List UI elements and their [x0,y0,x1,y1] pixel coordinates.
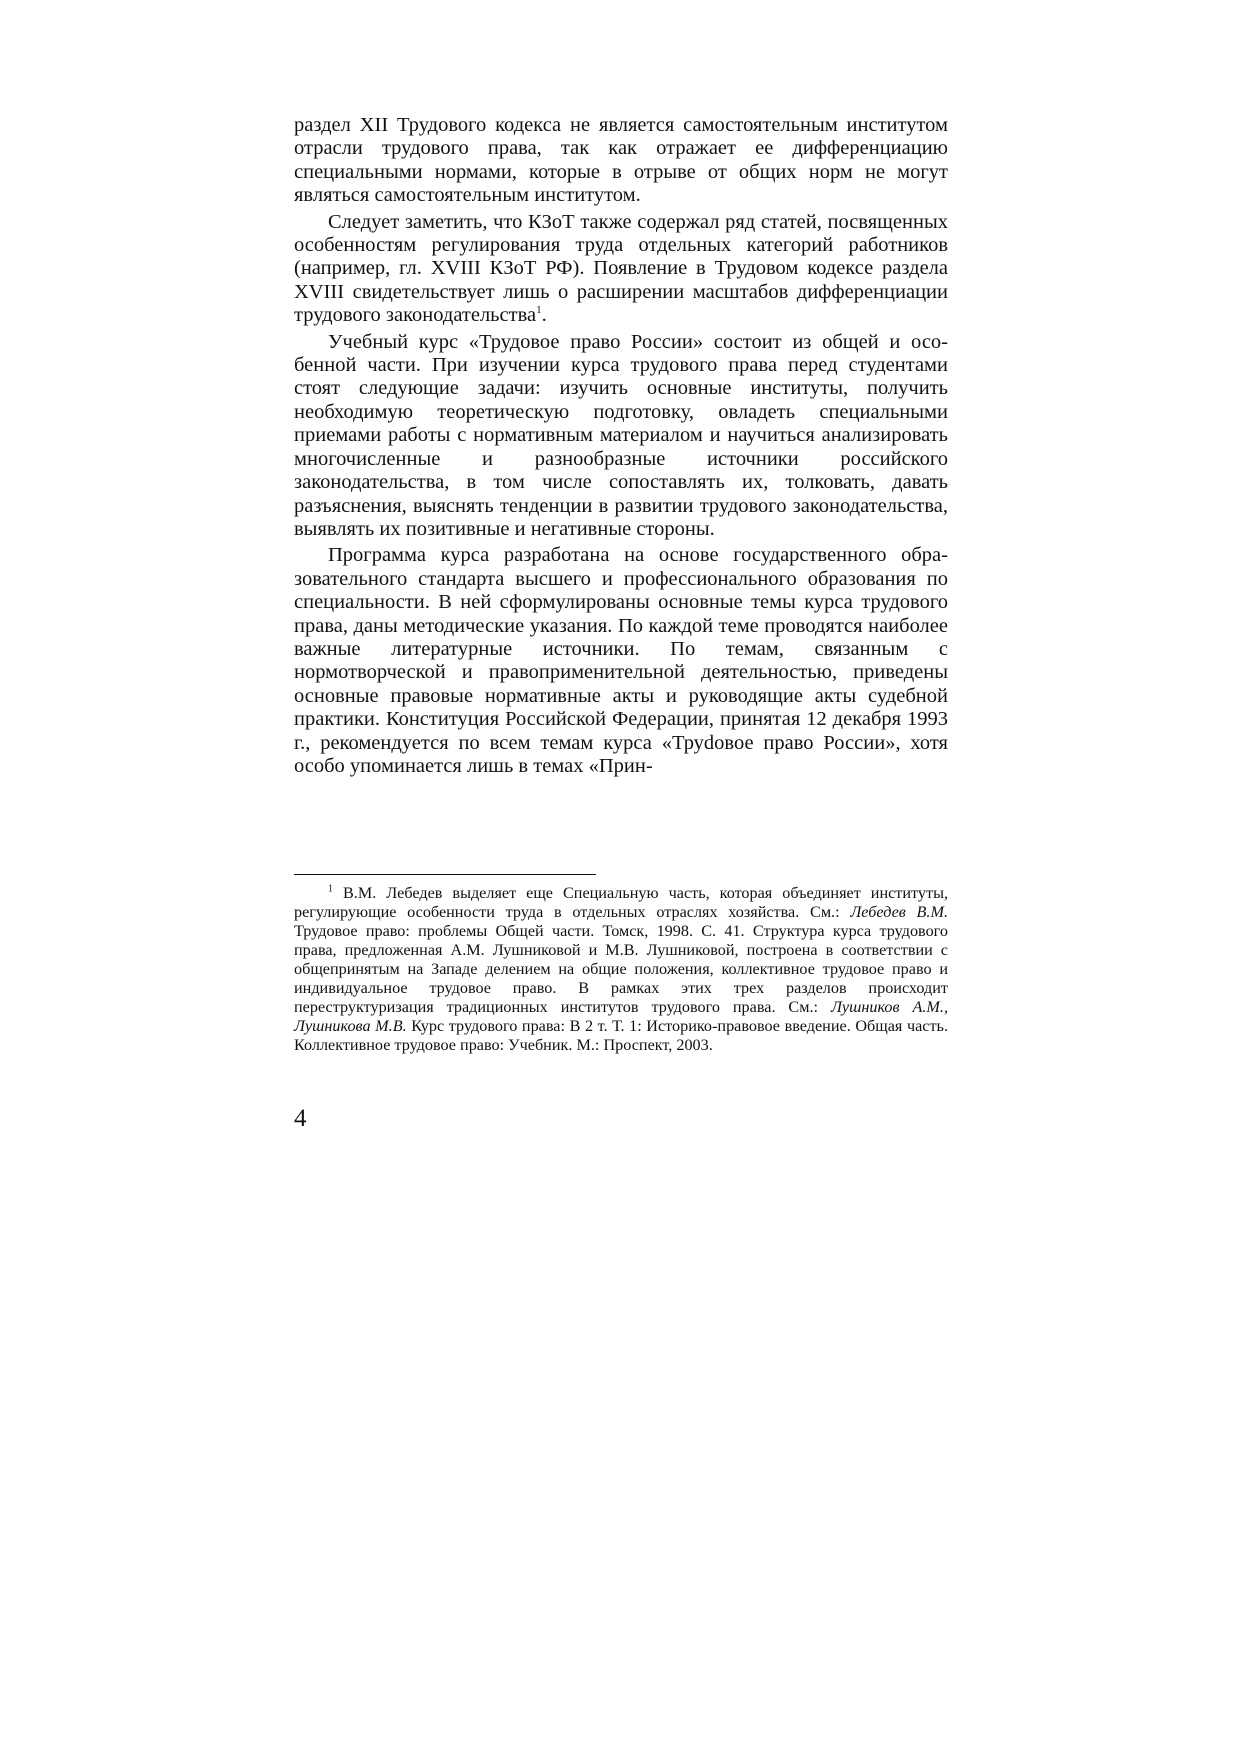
footnote-marker: 1 [328,883,333,895]
footnote-author-a: Лебедев В.М. [850,903,948,921]
footnote-separator [294,874,596,875]
page-body [294,114,948,778]
paragraph-2-end: . [541,304,547,327]
paragraph-2-text: Следует заметить, что КЗоТ также содержал ряд статей, посвященных особенностям регулирования труда отдельных категорий работников (например, гл. XVIII КЗоТ РФ). Появление в Трудовом кодексе раздела XVIII свидетельствует лишь о расширении масштабов дифференциации трудового законодательства [294,210,948,327]
main-text [294,114,948,778]
paragraph-2 [294,211,948,328]
footnote-text-c: Курс трудового права: В 2 т. Т. 1: Историко-правовое введение. Общая часть. Коллективное трудовое право: Учебник. М.: Проспект, 2003. [294,1017,948,1054]
paragraph-3: Учебный курс «Трудовое право России» состоит из общей и особенной части. При изучении курса трудового права перед студентами стоят следующие задачи: изучить основные институты, получить необходимую теоретическую подготовку, овладеть специальными приемами работы с нормативным материалом и научиться анализировать многочисленные и разнообразные источники российского законодательства, в том числе сопоставлять их, толковать, давать разъяснения, выяснять тенденции в развитии трудового законодательства, выявлять их позитивные и негативные стороны. [294,330,948,540]
footnote-reference[interactable]: 1 [536,304,542,317]
footnote [294,884,948,1055]
footnote-text-a: В.М. Лебедев выделяет еще Специальную часть, которая объединяет институты, регулирующие особенности труда в отдельных отраслях хозяйства. См.: [294,884,948,921]
paragraph-1: раздел XII Трудового кодекса не является самостоятельным институтом отрасли трудового права, так как отражает ее дифференциацию специальными нормами, которые в отрыве от общих норм не могут являться самостоятельным институтом. [294,114,948,207]
footnote-text-b: Трудовое право: проблемы Общей части. Томск, 1998. С. 41. Структура курса трудового права, предложенная А.М. Лушниковой и М.В. Лушниковой, построена в соответствии с общепринятым на Западе делением на общие положения, коллективное трудовое право и индивидуальное трудовое право. В рамках этих трех разделов происходит переструктуризация традиционных институтов трудового права. См.: [294,922,948,1016]
footnote-author-b: Лушников А.М., Лушникова М.В. [294,998,948,1035]
paragraph-4: Программа курса разработана на основе государственного образовательного стандарта высшего и профессионального образования по специальности. В ней сформулированы основные темы курса трудового права, даны методические указания. По каждой теме проводятся наиболее важные литературные источники. По темам, связанным с нормотворческой и правоприменительной деятельностью, приведены основные правовые нормативные акты и руководящие акты судебной практики. Конституция Российской Федерации, принятая 12 декабря 1993 г., рекомендуется по всем темам курса «Труdовое право России», хотя особо упоминается лишь в темах «Прин- [294,544,948,777]
page-number: 4 [294,1105,307,1132]
